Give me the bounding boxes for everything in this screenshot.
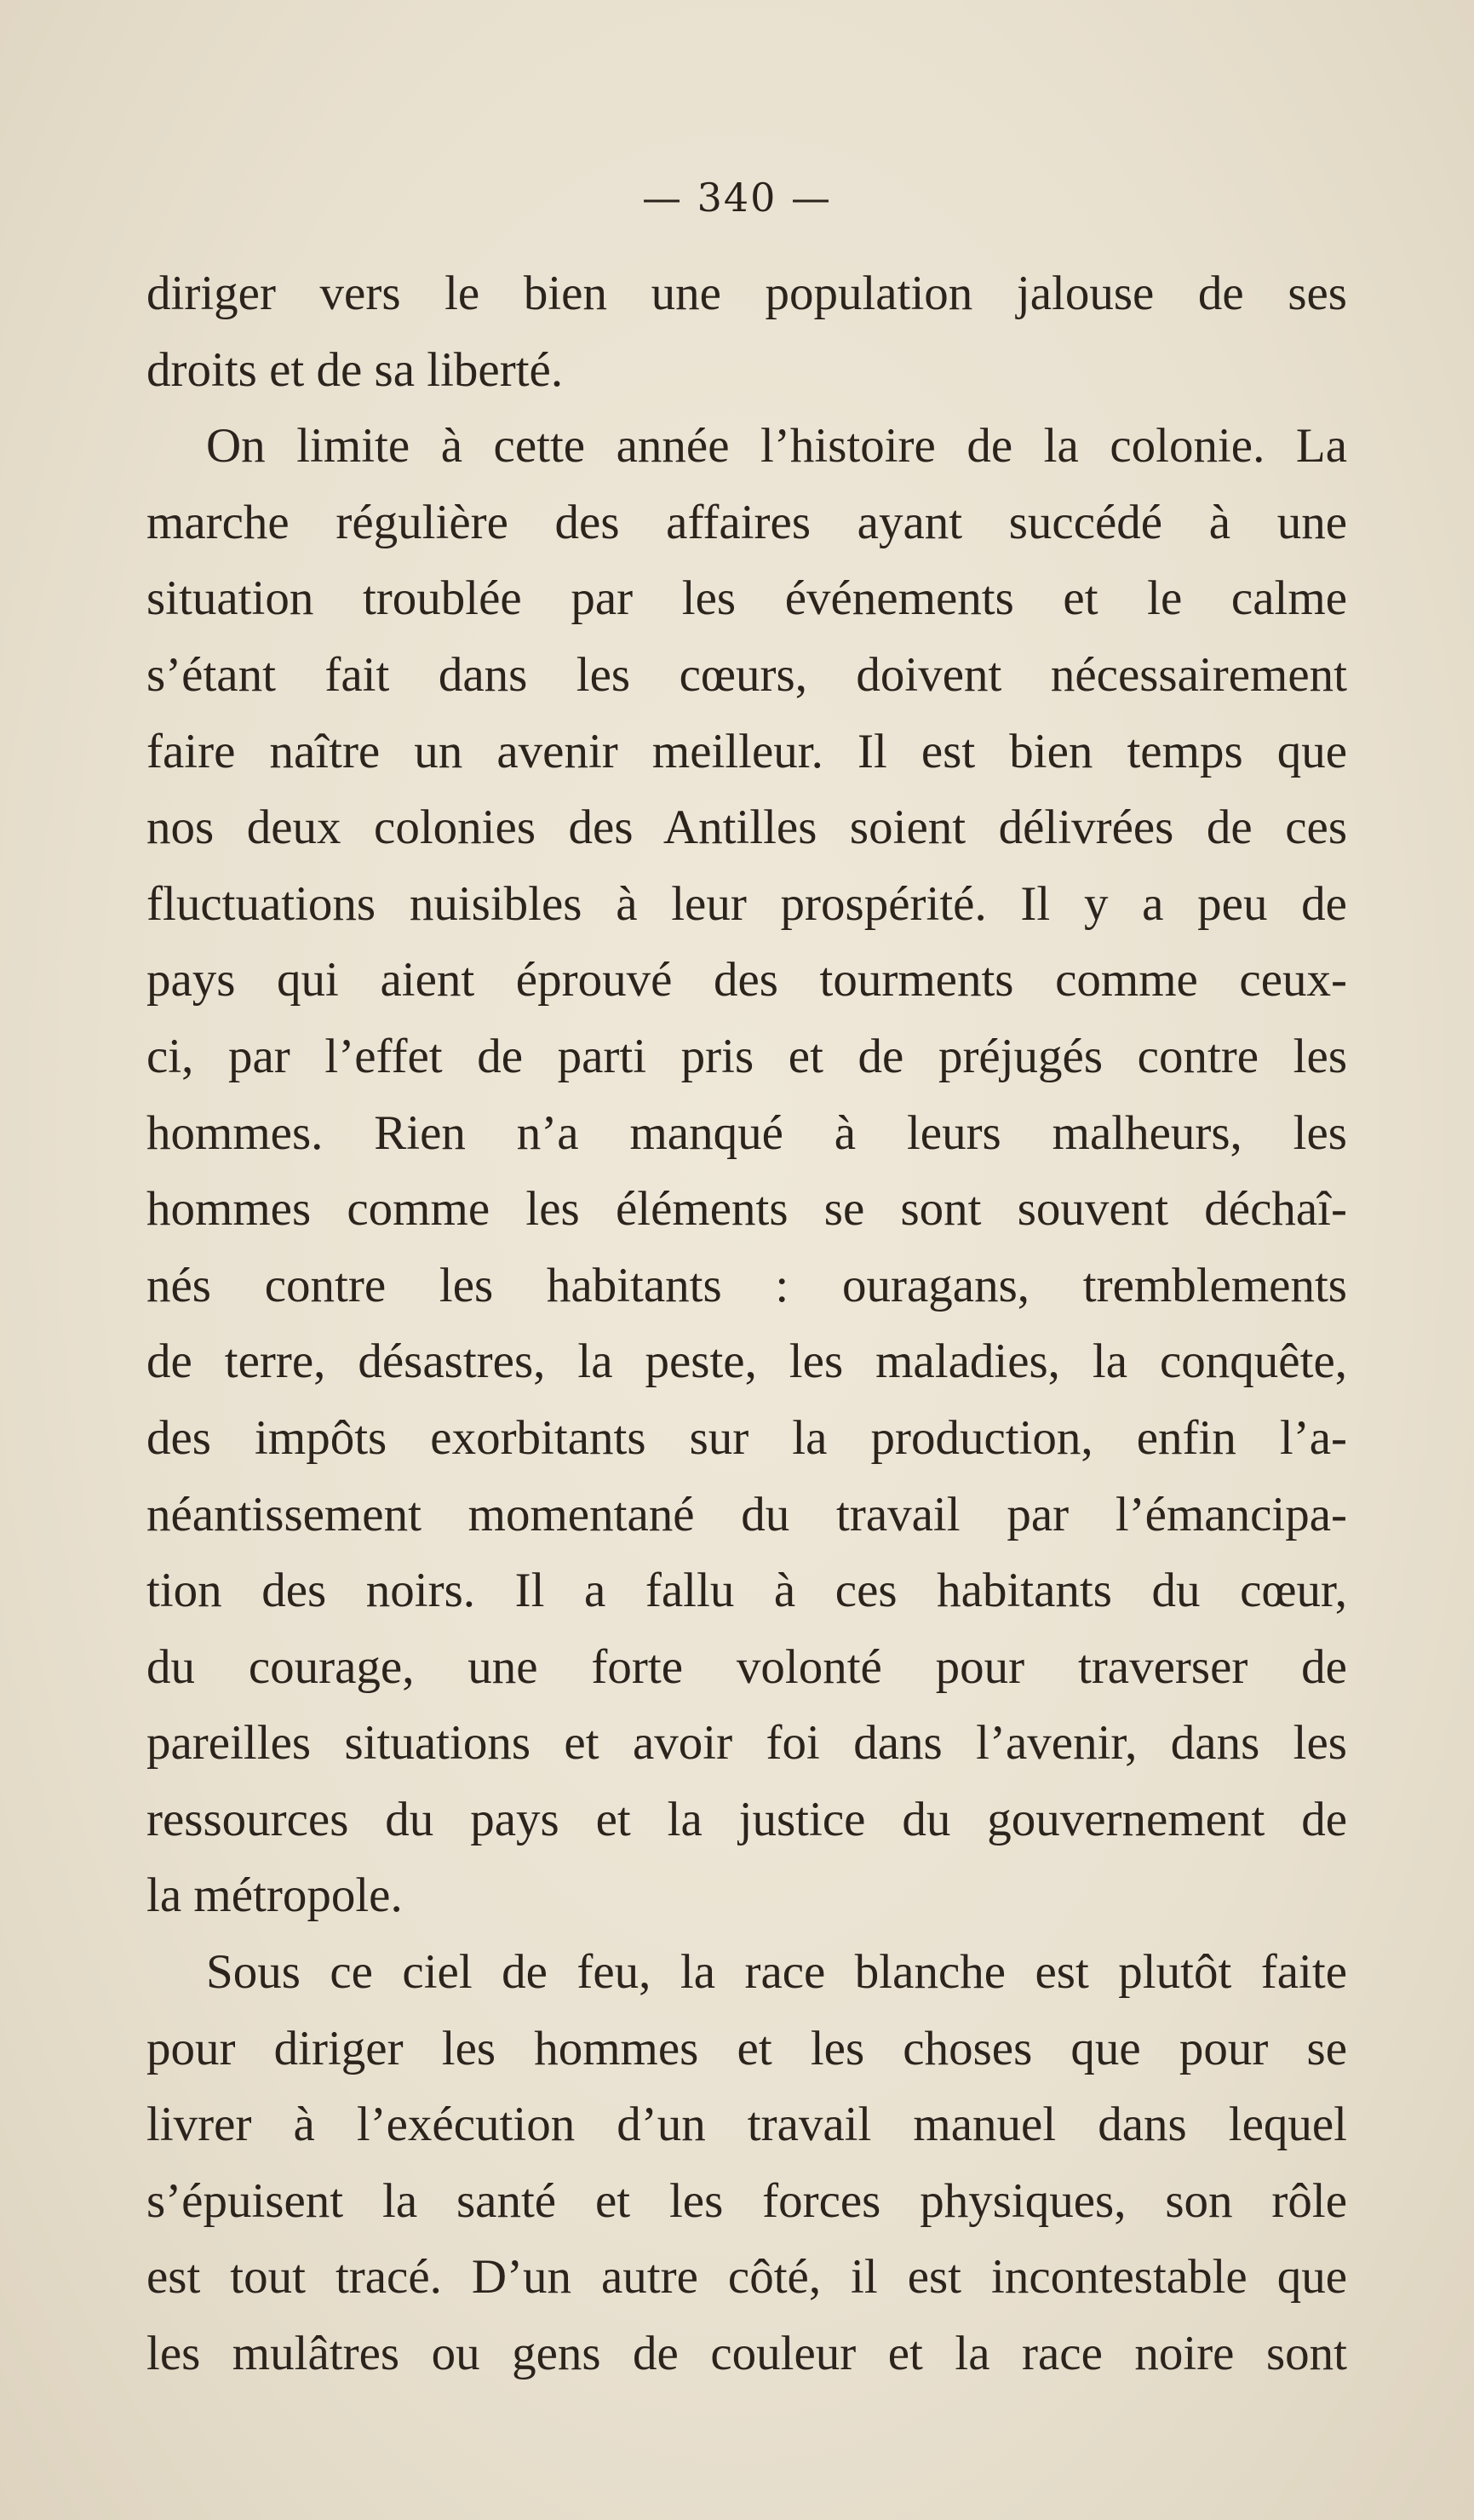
text-line: est tout tracé. D’un autre côté, il est incontestable que bbox=[146, 2250, 1347, 2305]
text-line: s’étant fait dans les cœurs, doivent nécessairement bbox=[146, 647, 1347, 702]
text-line: tion des noirs. Il a fallu à ces habitants du cœur, bbox=[146, 1564, 1347, 1618]
text-line: du courage, une forte volonté pour traverser de bbox=[146, 1639, 1347, 1694]
text-line: pour diriger les hommes et les choses que pour se bbox=[146, 2021, 1347, 2075]
text-line: droits et de sa liberté. bbox=[146, 342, 564, 397]
text-line: s’épuisent la santé et les forces physiques, son rôle bbox=[146, 2173, 1347, 2228]
text-line: nés contre les habitants : ouragans, tremblements bbox=[146, 1258, 1347, 1312]
text-line: On limite à cette année l’histoire de la colonie. La bbox=[206, 419, 1347, 474]
text-line: les mulâtres ou gens de couleur et la race noire sont bbox=[146, 2327, 1347, 2381]
text-line: situation troublée par les événements et le calme bbox=[146, 571, 1347, 626]
text-line: pareilles situations et avoir foi dans l’avenir, dans les bbox=[146, 1716, 1347, 1771]
text-line: fluctuations nuisibles à leur prospérité. Il y a peu de bbox=[146, 876, 1347, 931]
body-text bbox=[146, 255, 1347, 2392]
text-line: pays qui aient éprouvé des tourments comme ceux- bbox=[146, 953, 1347, 1007]
text-line: diriger vers le bien une population jalouse de ses bbox=[146, 267, 1347, 320]
text-line: la métropole. bbox=[146, 1868, 403, 1923]
text-line: des impôts exorbitants sur la production, enfin l’a- bbox=[146, 1410, 1347, 1465]
text-line: de terre, désastres, la peste, les maladies, la conquête, bbox=[146, 1335, 1347, 1389]
text-line: ci, par l’effet de parti pris et de préjugés contre les bbox=[146, 1029, 1347, 1083]
text-line: hommes comme les éléments se sont souvent déchaî- bbox=[146, 1182, 1347, 1237]
text-line: marche régulière des affaires ayant succédé à une bbox=[146, 495, 1347, 549]
text-line: nos deux colonies des Antilles soient délivrées de ces bbox=[146, 801, 1347, 855]
page-number: — 340 — bbox=[641, 175, 833, 221]
text-line: néantissement momentané du travail par l’émancipa- bbox=[146, 1487, 1347, 1541]
text-line: hommes. Rien n’a manqué à leurs malheurs, les bbox=[146, 1105, 1347, 1160]
text-line: faire naître un avenir meilleur. Il est bien temps que bbox=[146, 724, 1347, 778]
text-line: livrer à l’exécution d’un travail manuel dans lequel bbox=[146, 2098, 1347, 2152]
text-line: ressources du pays et la justice du gouvernement de bbox=[146, 1792, 1347, 1846]
text-line: Sous ce ciel de feu, la race blanche est plutôt faite bbox=[206, 1945, 1347, 2000]
